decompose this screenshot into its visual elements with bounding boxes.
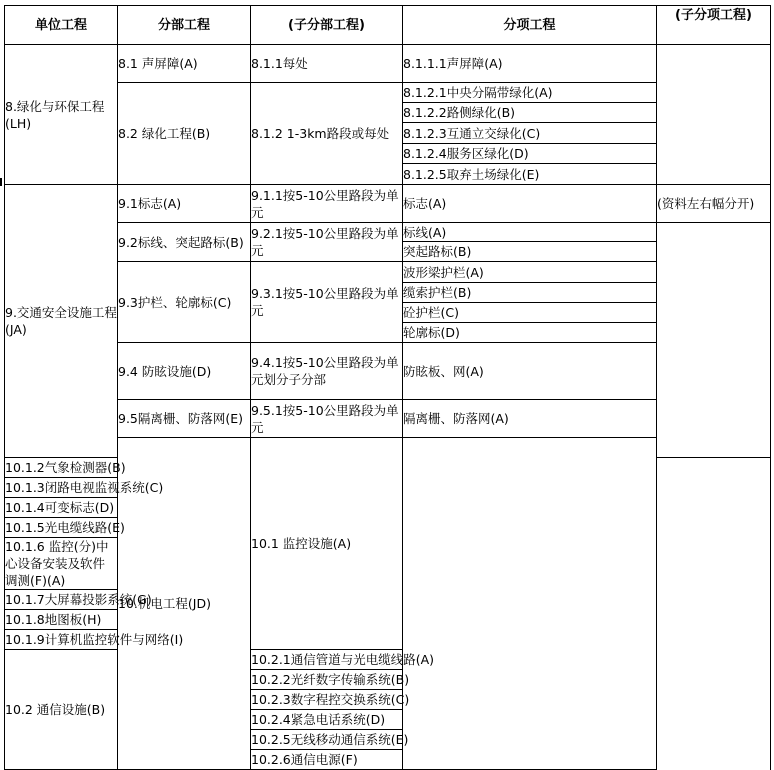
sub-division-cell: 8.1.1每处 <box>251 45 403 83</box>
item-cell: 10.2.3数字程控交换系统(C) <box>251 690 403 710</box>
sub-division-cell: 9.4.1按5-10公里路段为单元划分子分部 <box>251 343 403 400</box>
item-cell: 8.1.2.4服务区绿化(D) <box>403 144 657 164</box>
item-cell: 10.1.6 监控(分)中心设备安装及软件调测(F)(A) <box>5 538 118 590</box>
item-cell: 10.2.2光纤数字传输系统(B) <box>251 670 403 690</box>
item-cell: 8.1.1.1声屏障(A) <box>403 45 657 83</box>
item-cell: 10.1.4可变标志(D) <box>5 498 118 518</box>
sub-division-cell: 9.3.1按5-10公里路段为单元 <box>251 262 403 343</box>
header-sub-item: (子分项工程) <box>657 6 771 45</box>
sub-item-note: (资料左右幅分开) <box>657 185 771 223</box>
sub-division-cell: 8.1.2 1-3km路段或每处 <box>251 83 403 185</box>
division-cell: 9.5隔离栅、防落网(E) <box>118 400 251 438</box>
item-cell: 突起路标(B) <box>403 242 657 262</box>
division-cell: 9.3护栏、轮廓标(C) <box>118 262 251 343</box>
sub-item-cell <box>657 45 771 185</box>
division-cell: 9.2标线、突起路标(B) <box>118 223 251 262</box>
item-cell: 10.1.3闭路电视监视系统(C) <box>5 478 118 498</box>
division-cell: 8.2 绿化工程(B) <box>118 83 251 185</box>
unit-cell: 10.机电工程(JD) <box>118 438 251 770</box>
project-division-table <box>4 5 771 770</box>
item-cell: 8.1.2.1中央分隔带绿化(A) <box>403 83 657 103</box>
unit-cell: 8.绿化与环保工程(LH) <box>5 45 118 185</box>
header-division: 分部工程 <box>118 6 251 45</box>
item-cell: 10.2.1通信管道与光电缆线路(A) <box>251 650 403 670</box>
item-cell: 隔离栅、防落网(A) <box>403 400 657 438</box>
sub-division-cell: 9.2.1按5-10公里路段为单元 <box>251 223 403 262</box>
margin-mark <box>0 178 2 186</box>
division-cell: 10.2 通信设施(B) <box>5 650 118 770</box>
item-cell: 10.1.2气象检测器(B) <box>5 458 118 478</box>
item-cell: 缆索护栏(B) <box>403 283 657 303</box>
item-cell: 10.1.9计算机监控软件与网络(I) <box>5 630 118 650</box>
division-cell: 10.1 监控设施(A) <box>251 438 403 650</box>
item-cell: 10.2.5无线移动通信系统(E) <box>251 730 403 750</box>
item-cell: 10.1.5光电缆线路(E) <box>5 518 118 538</box>
item-cell: 轮廓标(D) <box>403 323 657 343</box>
item-cell: 10.2.6通信电源(F) <box>251 750 403 770</box>
division-cell: 9.1标志(A) <box>118 185 251 223</box>
unit-cell: 9.交通安全设施工程(JA) <box>5 185 118 458</box>
sub-division-cell <box>403 438 657 770</box>
item-cell: 标志(A) <box>403 185 657 223</box>
item-cell: 标线(A) <box>403 223 657 242</box>
sub-division-cell: 9.1.1按5-10公里路段为单元 <box>251 185 403 223</box>
header-sub-division: (子分部工程) <box>251 6 403 45</box>
item-cell: 波形梁护栏(A) <box>403 262 657 283</box>
item-cell: 10.2.4紧急电话系统(D) <box>251 710 403 730</box>
header-item: 分项工程 <box>403 6 657 45</box>
item-cell: 防眩板、网(A) <box>403 343 657 400</box>
item-cell: 8.1.2.5取弃土场绿化(E) <box>403 164 657 185</box>
item-cell: 砼护栏(C) <box>403 303 657 323</box>
header-unit: 单位工程 <box>5 6 118 45</box>
sub-division-cell: 9.5.1按5-10公里路段为单元 <box>251 400 403 438</box>
sub-item-cell <box>657 223 771 458</box>
item-cell: 10.1.8地图板(H) <box>5 610 118 630</box>
division-cell: 8.1 声屏障(A) <box>118 45 251 83</box>
item-cell: 10.1.7大屏幕投影系统(G) <box>5 590 118 610</box>
division-cell: 9.4 防眩设施(D) <box>118 343 251 400</box>
item-cell: 8.1.2.3互通立交绿化(C) <box>403 123 657 144</box>
item-cell: 8.1.2.2路侧绿化(B) <box>403 103 657 123</box>
